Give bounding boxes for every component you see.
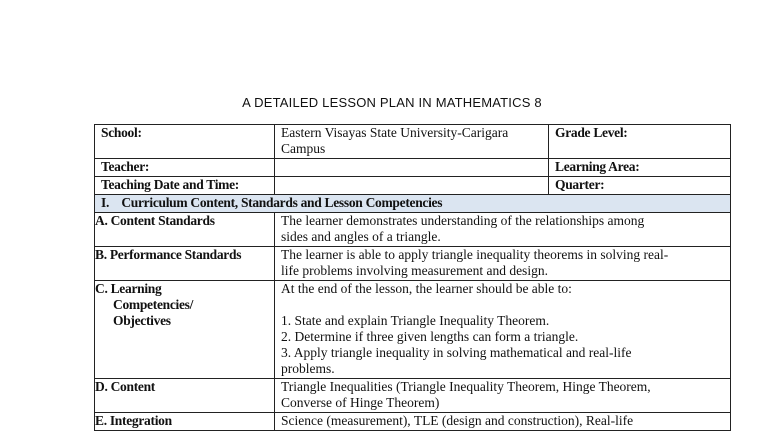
content-standards-label: A. Content Standards bbox=[95, 213, 275, 247]
section-heading: I. Curriculum Content, Standards and Lesson Competencies bbox=[95, 195, 731, 213]
competencies-label: C. Learning Competencies/ Objectives bbox=[95, 281, 275, 379]
integration-label: E. Integration bbox=[95, 413, 275, 431]
performance-standards-label: B. Performance Standards bbox=[95, 247, 275, 281]
school-row bbox=[95, 125, 731, 159]
date-row bbox=[95, 177, 731, 195]
teacher-value bbox=[275, 159, 549, 177]
performance-standards-row bbox=[95, 247, 731, 281]
performance-standards-value: The learner is able to apply triangle inequality theorems in solving real- life problems involving measurement and design. bbox=[275, 247, 731, 281]
integration-value: Science (measurement), TLE (design and construction), Real-life bbox=[275, 413, 731, 431]
school-label: School: bbox=[95, 125, 275, 159]
content-standards-row bbox=[95, 213, 731, 247]
lesson-plan-table bbox=[94, 124, 731, 431]
content-label: D. Content bbox=[95, 379, 275, 413]
quarter-label: Quarter: bbox=[549, 177, 731, 195]
learning-area-label: Learning Area: bbox=[549, 159, 731, 177]
content-value: Triangle Inequalities (Triangle Inequality Theorem, Hinge Theorem, Converse of Hinge Theorem) bbox=[275, 379, 731, 413]
teacher-row bbox=[95, 159, 731, 177]
integration-row bbox=[95, 413, 731, 431]
competencies-value: At the end of the lesson, the learner should be able to: 1. State and explain Triangle Inequality Theorem. 2. Determine if three given lengths can form a triangle. 3. Apply triangle inequality in solving mathematical and real-life problems. bbox=[275, 281, 731, 379]
content-standards-value: The learner demonstrates understanding of the relationships among sides and angles of a triangle. bbox=[275, 213, 731, 247]
teaching-date-label: Teaching Date and Time: bbox=[95, 177, 275, 195]
grade-level-label: Grade Level: bbox=[549, 125, 731, 159]
teacher-label: Teacher: bbox=[95, 159, 275, 177]
competencies-row bbox=[95, 281, 731, 379]
section-header-row bbox=[95, 195, 731, 213]
teaching-date-value bbox=[275, 177, 549, 195]
content-row bbox=[95, 379, 731, 413]
school-value: Eastern Visayas State University-Carigara Campus bbox=[275, 125, 549, 159]
document-title: A DETAILED LESSON PLAN IN MATHEMATICS 8 bbox=[242, 95, 542, 110]
